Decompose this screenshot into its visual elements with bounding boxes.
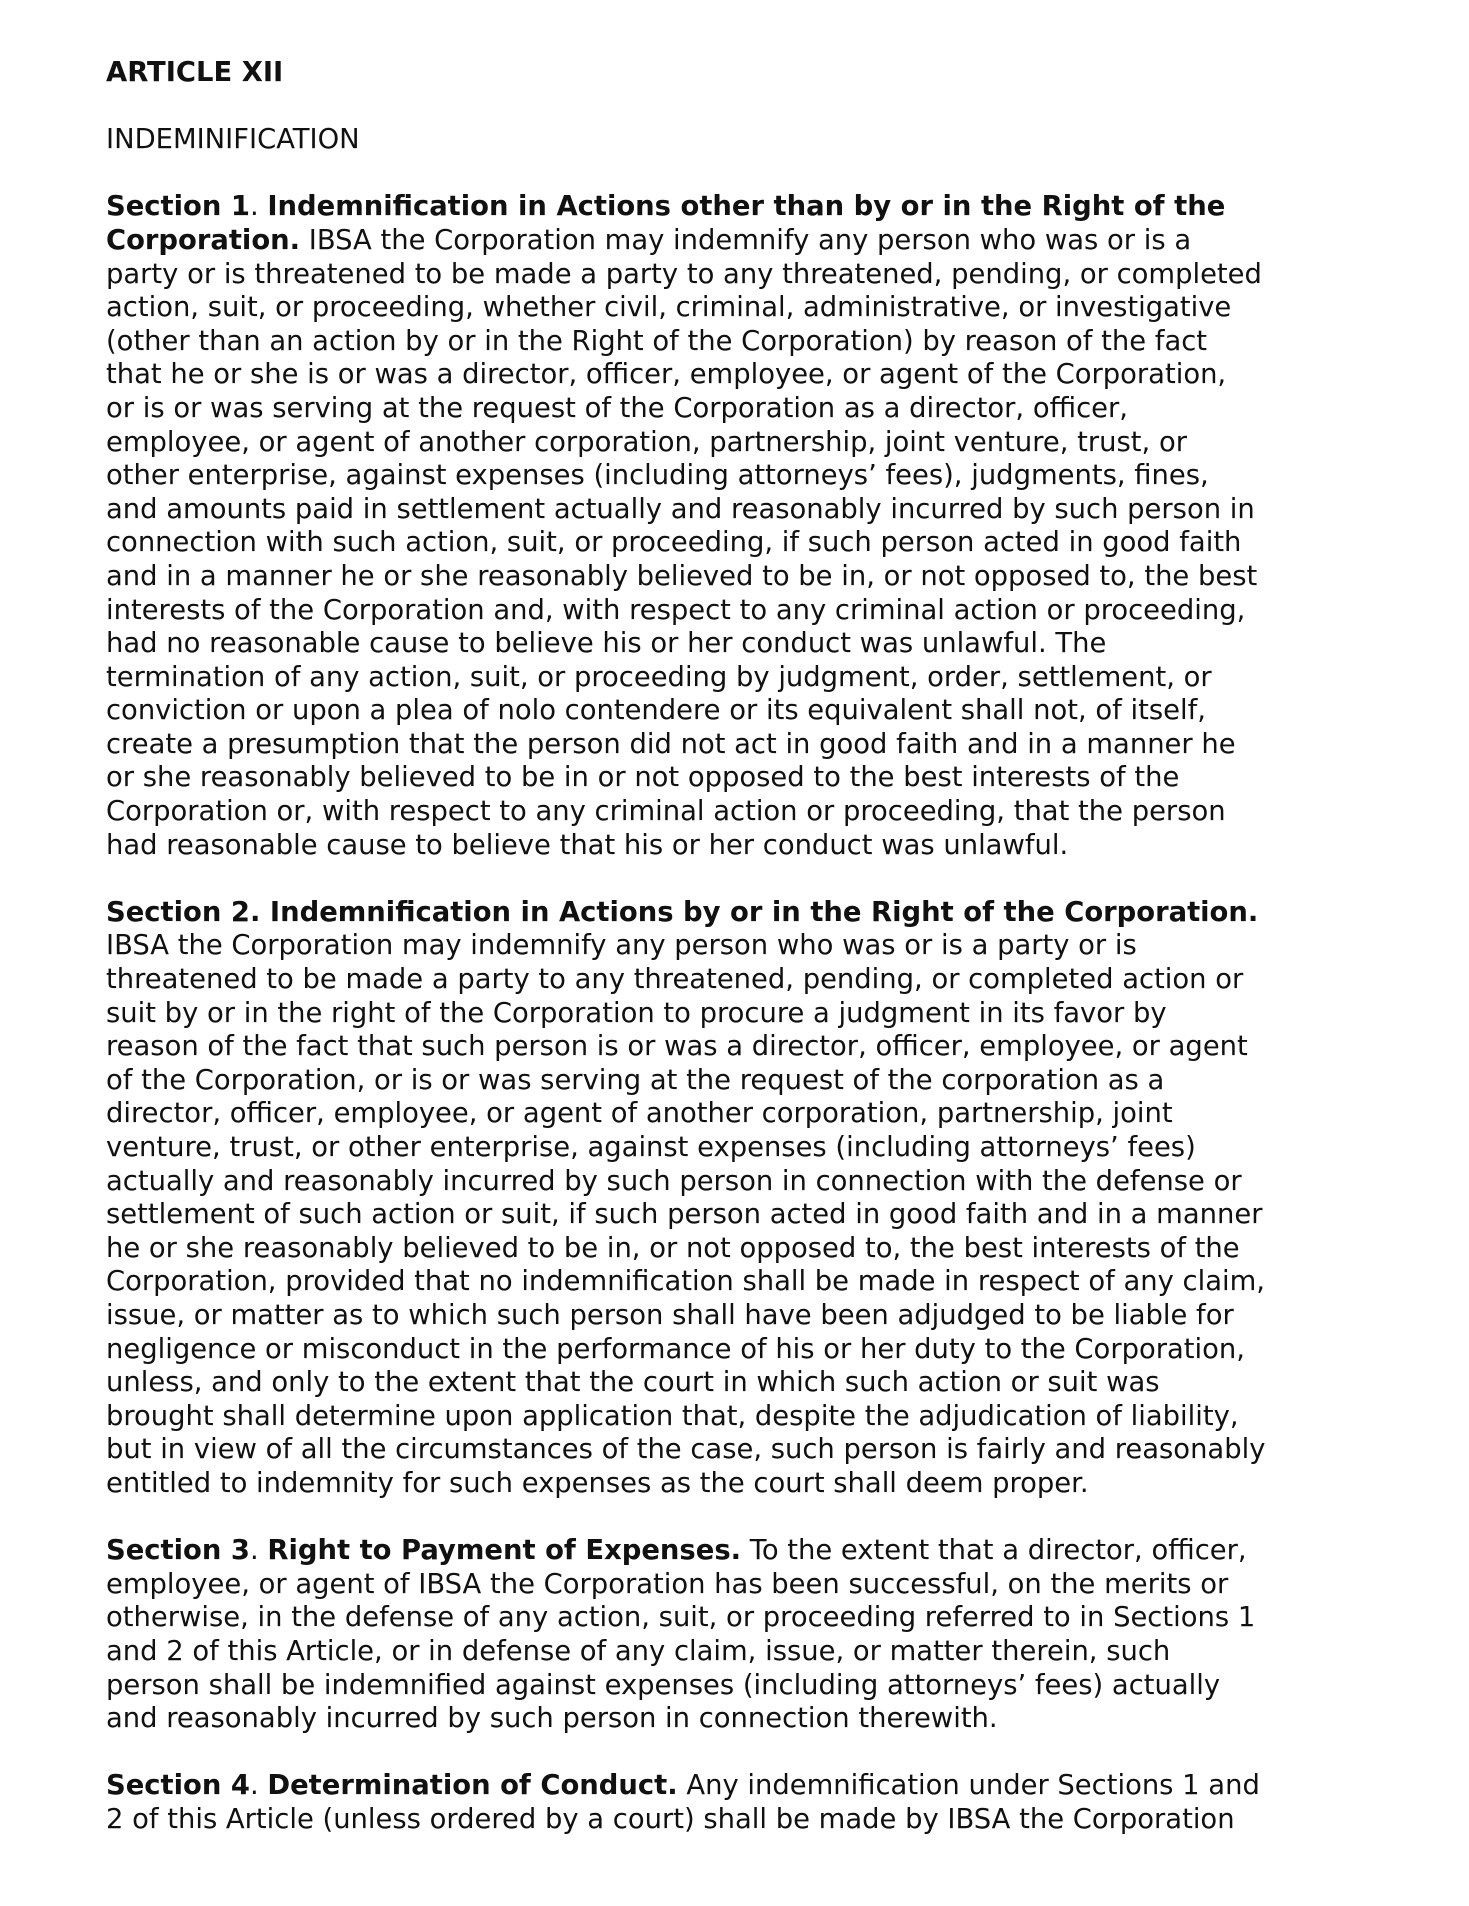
section-separator: .	[249, 1770, 268, 1802]
section-separator: .	[249, 191, 268, 223]
section-separator: .	[249, 1535, 268, 1567]
section-body: IBSA the Corporation may indemnify any person who was or is a party or is threatened to be made a party to any threatened, pending, or completed action or suit by or in the right of the Corporation to procure a judgment in its favor by reason of the fact that such person is or was a director, officer, employee, or agent of the Corporation, or is or was serving at the request of the corporation as a director, officer, employee, or agent of another corporation, partnership, joint venture, trust, or other enterprise, against expenses (including attorneys’ fees) actually and reasonably incurred by such person in connection with the defense or settlement of such action or suit, if such person acted in good faith and in a manner he or she reasonably believed to be in, or not opposed to, the best interests of the Corporation, provided that no indemnification shall be made in respect of any claim, issue, or matter as to which such person shall have been adjudged to be liable for negligence or misconduct in the performance of his or her duty to the Corporation, unless, and only to the extent that the court in which such action or suit was brought shall determine upon application that, despite the adjudication of liability, but in view of all the circumstances of the case, such person is fairly and reasonably entitled to indemnity for such expenses as the court shall deem proper.	[106, 930, 1266, 1499]
section-number: Section 4	[106, 1770, 250, 1802]
section-number: Section 1	[106, 191, 250, 223]
section-number: Section 3	[106, 1535, 250, 1567]
section-separator: .	[249, 896, 270, 928]
section-body: To the extent that a director, officer, employee, or agent of IBSA the Corporation has been successful, on the merits or otherwise, in the defense of any action, suit, or proceeding referred to in Sections 1 and 2 of this Article, or in defense of any claim, issue, or matter therein, such person shall be indemnified against expenses (including attorneys’ fees) actually and reasonably incurred by such person in connection therewith.	[106, 1535, 1256, 1735]
section-heading: Indemnification in Actions other than by or in the Right of the Corporation.	[106, 191, 1226, 256]
section-heading: Right to Payment of Expenses.	[267, 1535, 742, 1567]
section-1	[106, 190, 1306, 862]
section-3	[106, 1534, 1306, 1736]
article-subtitle: INDEMINIFICATION	[106, 124, 360, 156]
section-body: IBSA the Corporation may indemnify any person who was or is a party or is threatened to be made a party to any threatened, pending, or completed action, suit, or proceeding, whether civil, criminal, administrative, or investigative (other than an action by or in the Right of the Corporation) by reason of the fact that he or she is or was a director, officer, employee, or agent of the Corporation, or is or was serving at the request of the Corporation as a director, officer, employee, or agent of another corporation, partnership, joint venture, trust, or other enterprise, against expenses (including attorneys’ fees), judgments, fines, and amounts paid in settlement actually and reasonably incurred by such person in connection with such action, suit, or proceeding, if such person acted in good faith and in a manner he or she reasonably believed to be in, or not opposed to, the best interests of the Corporation and, with respect to any criminal action or proceeding, had no reasonable cause to believe his or her conduct was unlawful. The termination of any action, suit, or proceeding by judgment, order, settlement, or conviction or upon a plea of nolo contendere or its equivalent shall not, of itself, create a presumption that the person did not act in good faith and in a manner he or she reasonably believed to be in or not opposed to the best interests of the Corporation or, with respect to any criminal action or proceeding, that the person had reasonable cause to believe that his or her conduct was unlawful.	[106, 224, 1262, 861]
section-body: Any indemnification under Sections 1 and 2 of this Article (unless ordered by a court) shall be made by IBSA the Corporation	[106, 1770, 1260, 1835]
section-2	[106, 896, 1306, 1501]
section-4	[106, 1769, 1306, 1836]
section-number: Section 2	[106, 896, 250, 928]
section-heading: Determination of Conduct.	[267, 1770, 678, 1802]
article-title: ARTICLE XII	[106, 57, 284, 88]
section-heading: Indemnification in Actions by or in the Right of the Corporation.	[269, 896, 1259, 928]
document-page	[106, 56, 1306, 1836]
